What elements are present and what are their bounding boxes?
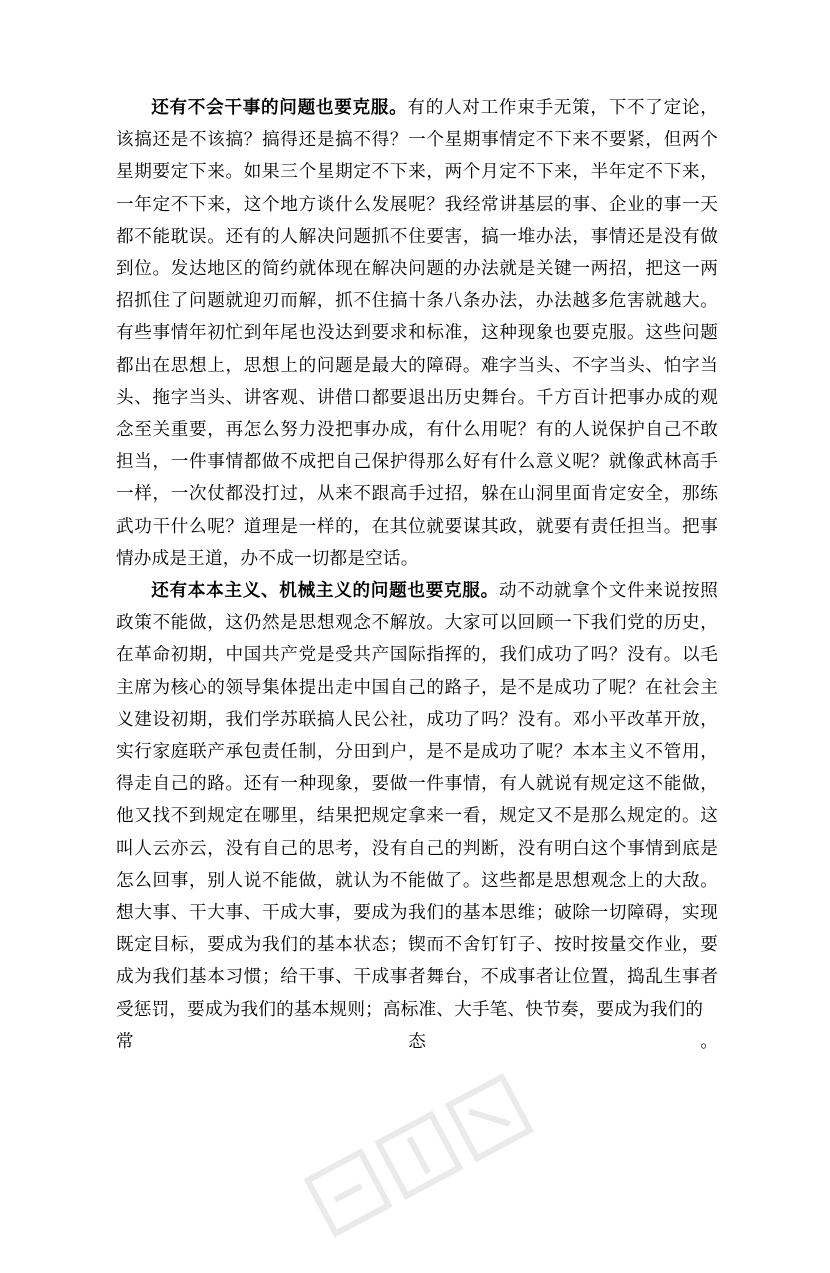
last-line-char-1: 常 — [116, 1031, 134, 1052]
document-page — [116, 92, 718, 1058]
paragraph-1 — [116, 92, 718, 575]
paragraph-2-body: 动不动就拿个文件来说按照政策不能做，这仍然是思想观念不解放。大家可以回顾一下我们党的历史，在革命初期，中国共产党是受共产国际指挥的，我们成功了吗？没有。以毛主席为核心的领导集体提出走中国自己的路子，是不是成功了呢？在社会主义建设初期，我们学苏联搞人民公社，成功了吗？没有。邓小平改革开放，实行家庭联产承包责任制，分田到户，是不是成功了呢？本本主义不管用，得走自己的路。还有一种现象，要做一件事情，有人就说有规定这不能做，他又找不到规定在哪里，结果把规定拿来一看，规定又不是那么规定的。这叫人云亦云，没有自己的思考，没有自己的判断，没有明白这个事情到底是怎么回事，别人说不能做，就认为不能做了。这些都是思想观念上的大敌。想大事、干大事、干成大事，要成为我们的基本思维；破除一切障碍，实现既定目标，要成为我们的基本状态；锲而不舍钉钉子、按时按量交作业，要成为我们基本习惯；给干事、干成事者舞台，不成事者让位置，捣乱生事者受惩罚，要成为我们的基本规则；高标准、大手笔、快节奏，要成为我们的 — [116, 581, 718, 1020]
watermark-icon — [289, 1027, 610, 1273]
paragraph-2 — [116, 575, 718, 1026]
paragraph-1-lead: 还有不会干事的问题也要克服。 — [151, 98, 408, 118]
last-line-char-3: 。 — [700, 1031, 718, 1052]
paragraph-2-lead: 还有本本主义、机械主义的问题也要克服。 — [151, 581, 499, 602]
paragraph-1-body: 有的人对工作束手无策，下不了定论，该搞还是不该搞？搞得还是搞不得？一个星期事情定不下来不要紧，但两个星期要定下来。如果三个星期定不下来，两个月定不下来，半年定不下来，一年定不下来，这个地方谈什么发展呢？我经常讲基层的事、企业的事一天都不能耽误。还有的人解决问题抓不住要害，搞一堆办法，事情还是没有做到位。发达地区的简约就体现在解决问题的办法就是关键一两招，把这一两招抓住了问题就迎刃而解，抓不住搞十条八条办法，办法越多危害就越大。有些事情年初忙到年尾也没达到要求和标准，这种现象也要克服。这些问题都出在思想上，思想上的问题是最大的障碍。难字当头、不字当头、怕字当头、拖字当头、讲客观、讲借口都要退出历史舞台。千方百计把事办成的观念至关重要，再怎么努力没把事办成，有什么用呢？有的人说保护自己不敢担当，一件事情都做不成把自己保护得那么好有什么意义呢？就像武林高手一样，一次仗都没打过，从来不跟高手过招，躲在山洞里面肯定安全，那练武功干什么呢？道理是一样的，在其位就要谋其政，就要有责任担当。把事情办成是王道，办不成一切都是空话。 — [116, 98, 718, 569]
paragraph-2-last-line — [116, 1026, 718, 1058]
last-line-char-2: 态 — [408, 1031, 426, 1052]
